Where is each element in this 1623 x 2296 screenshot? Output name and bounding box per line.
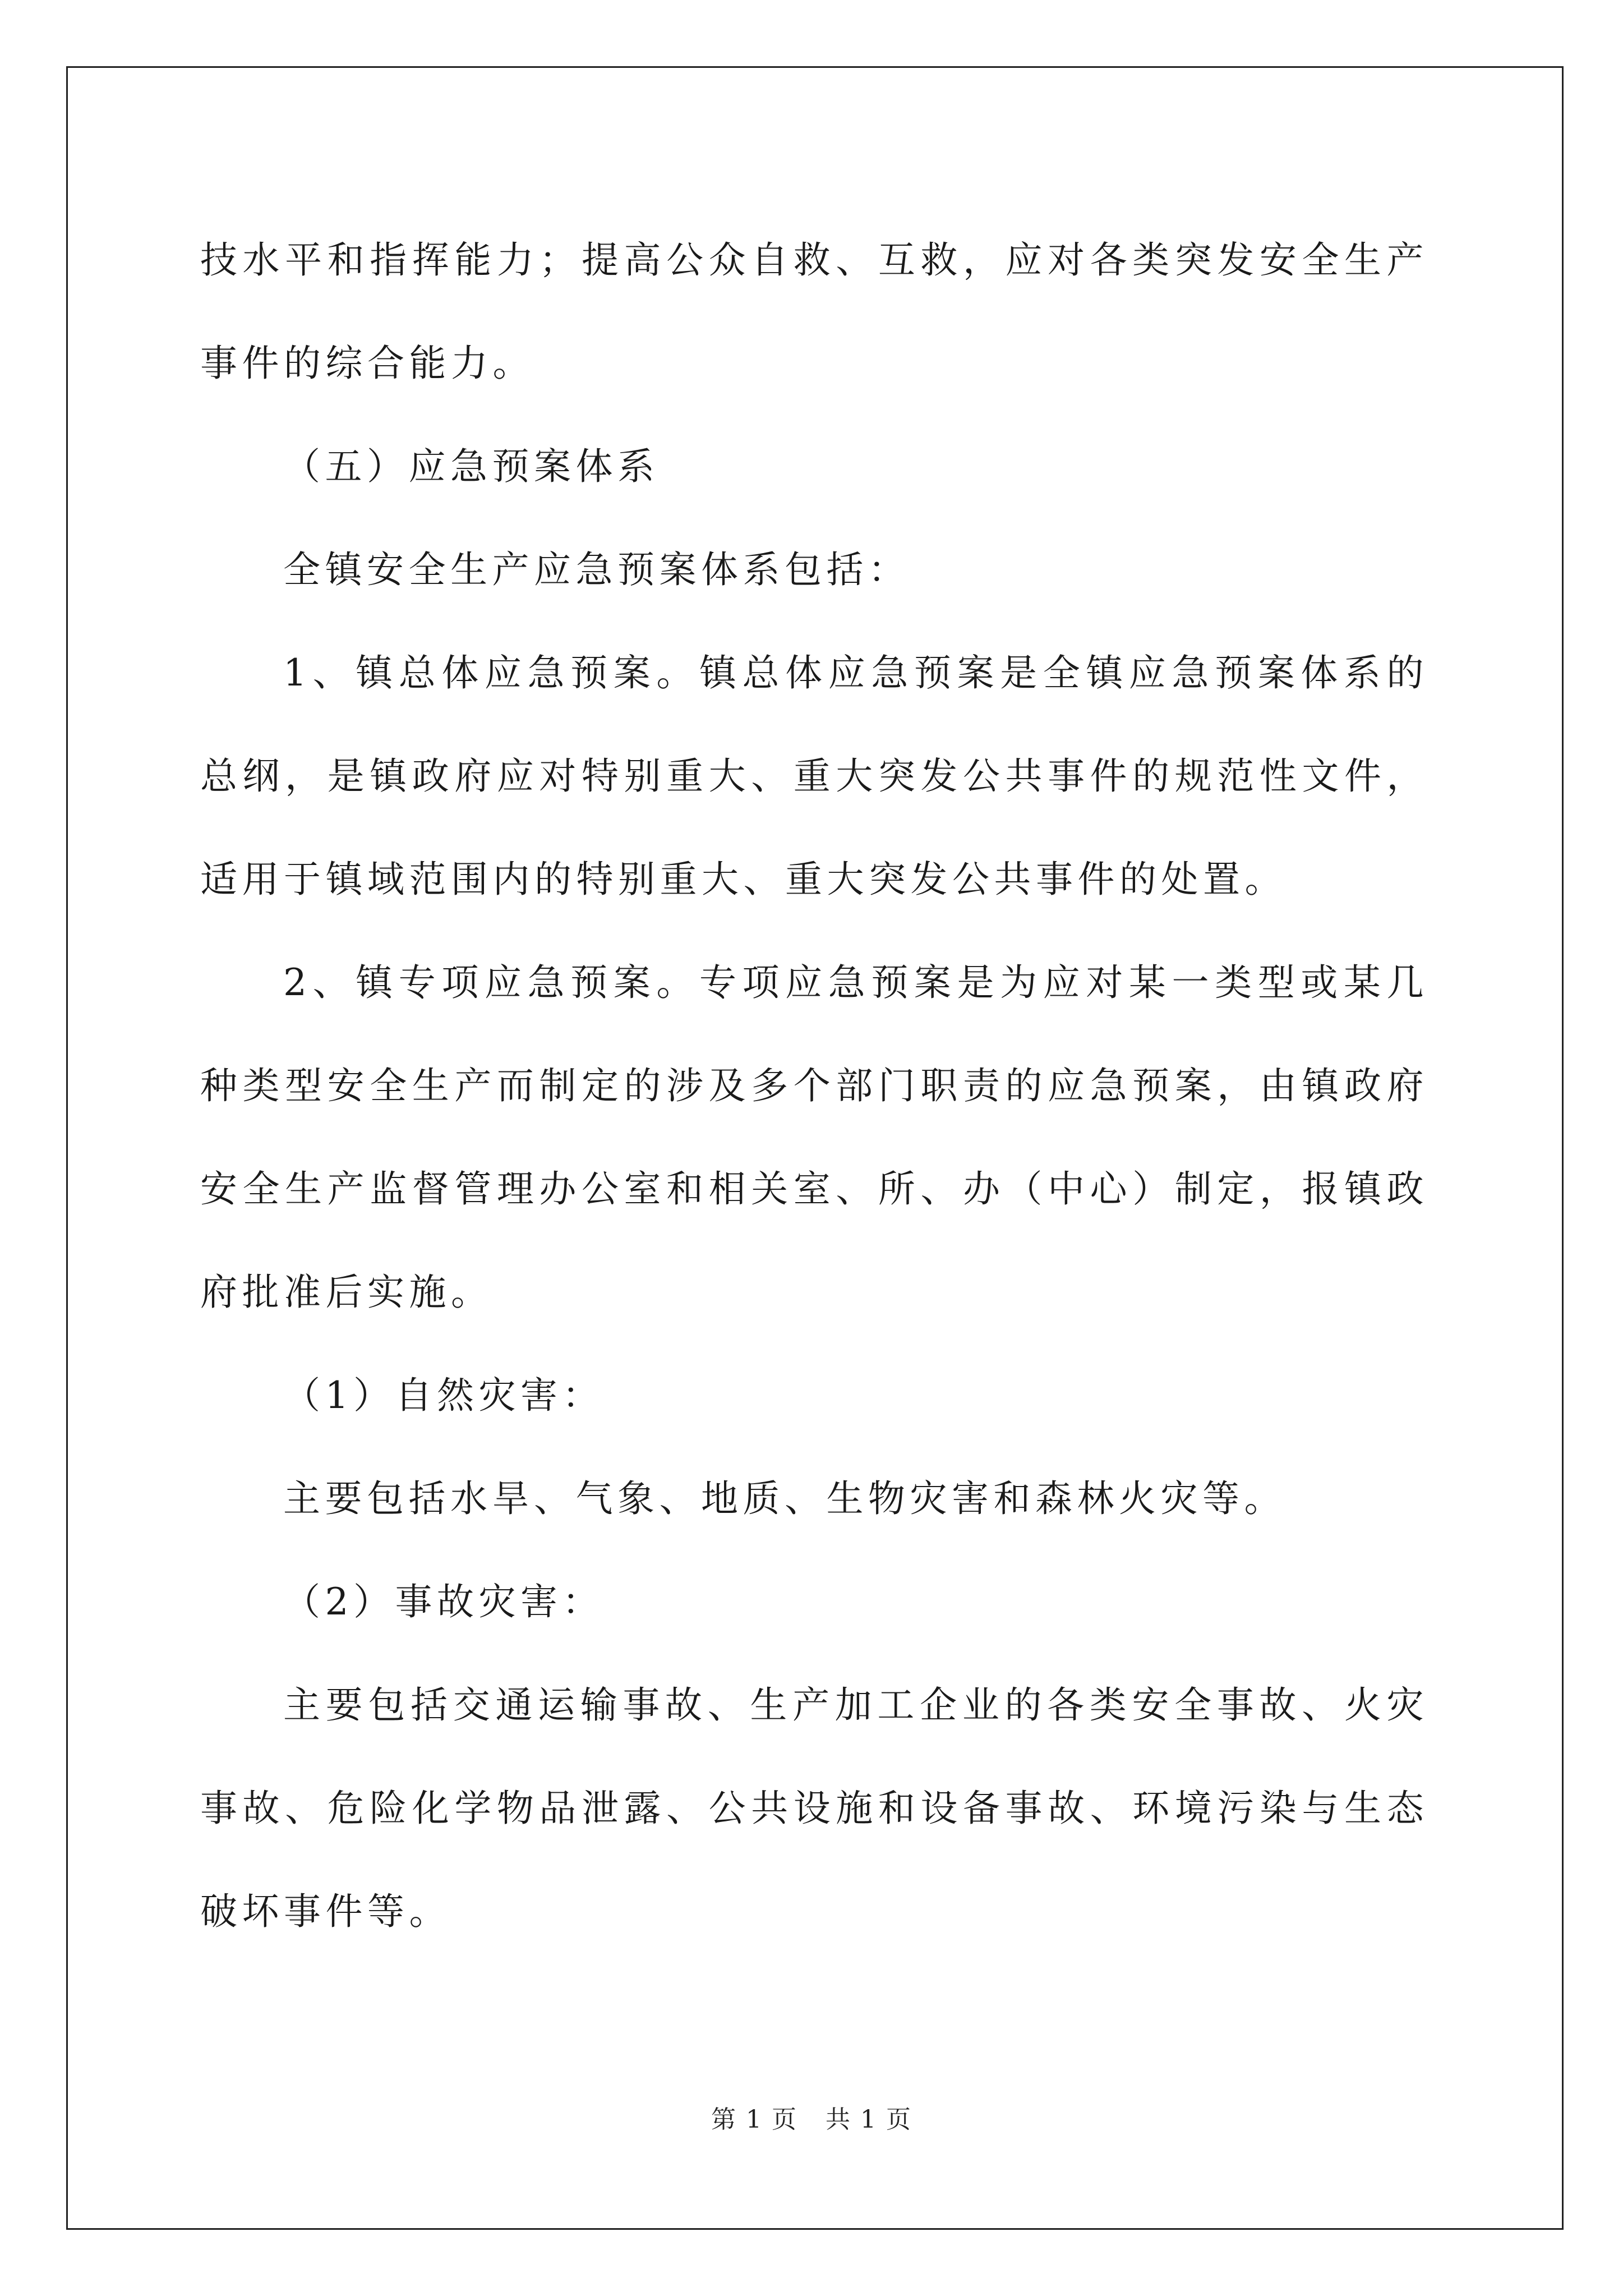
paragraph-accident-disaster: 主要包括交通运输事故、生产加工企业的各类安全事故、火灾事故、危险化学物品泄露、公共设施和设备事故、环境污染与生态破坏事件等。 [200,1683,1428,1933]
paragraph-natural-disaster: 主要包括水旱、气象、地质、生物灾害和森林火灾等。 [283,1477,1286,1520]
page-total: 共 1 页 [826,2105,912,2134]
section-heading-5: （五）应急预案体系 [283,445,660,488]
subheading-accident-disaster: （2）事故灾害： [283,1580,604,1623]
paragraph-item-2: 2、镇专项应急预案。专项应急预案是为应对某一类型或某几种类型安全生产而制定的涉及多个部门职责的应急预案，由镇政府安全生产监督管理办公室和相关室、所、办（中心）制定，报镇政府批准后实施。 [200,961,1428,1314]
page-number: 第 1 页 [711,2105,797,2134]
subheading-natural-disaster: （1）自然灾害： [283,1374,604,1417]
paragraph-intro: 全镇安全生产应急预案体系包括： [283,548,910,591]
page-footer [0,2099,1623,2135]
document-body [200,209,1428,1963]
paragraph-1: 技水平和指挥能力；提高公众自救、互救，应对各类突发安全生产事件的综合能力。 [200,238,1428,385]
paragraph-item-1: 1、镇总体应急预案。镇总体应急预案是全镇应急预案体系的总纲，是镇政府应对特别重大、重大突发公共事件的规范性文件，适用于镇域范围内的特别重大、重大突发公共事件的处置。 [200,651,1428,901]
